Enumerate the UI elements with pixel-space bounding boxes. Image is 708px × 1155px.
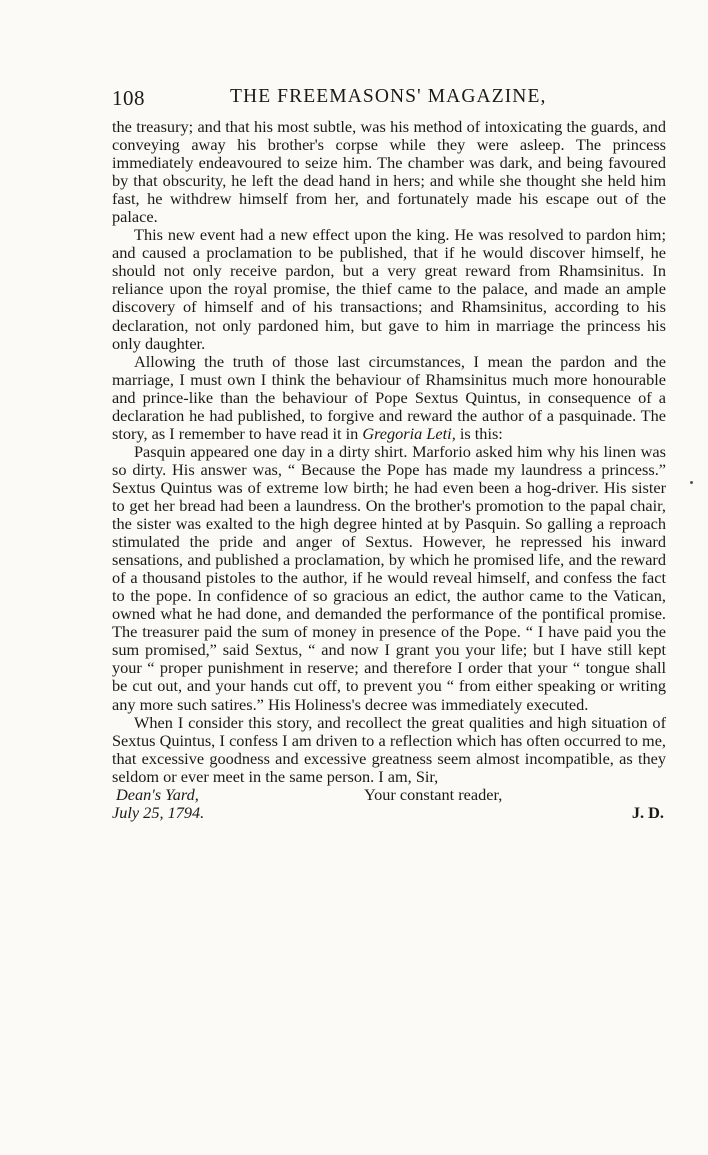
place-line: Dean's Yard, [116, 784, 199, 804]
letter-closing [112, 786, 666, 822]
page-number: 108 [112, 86, 145, 110]
date-row [112, 804, 666, 822]
paragraph: Pasquin appeared one day in a dirty shirt. Marforio asked him why his linen was so dirty. His answer was, “ Because the Pope has made my laundress a princess.” Sextus Quintus was of extreme low birth; he had even been a hog-driver. His sister to get her bread had been a laundress. On the brother's promotion to the papal chair, the sister was exalted to the high degree hinted at by Pasquin. So galling a reproach stimulated the pride and anger of Sextus. However, he repressed his inward sensations, and published a proclamation, by which he promised life, and the reward of a thousand pistoles to the author, if he would reveal himself, and confess the fact to the pope. In confidence of so gracious an edict, the author came to the Vatican, owned what he had done, and demanded the performance of the pontifical promise. The treasurer paid the sum of money in presence of the Pope. “ I have paid you the sum promised,” said Sextus, “ and now I grant you your life; but I have still kept your “ proper punishment in reserve; and therefore I order that your “ tongue shall be cut out, and your hands cut off, to prevent you “ from either speaking or writing any more such satires.” His Holiness's decree was immediately executed. [112, 441, 666, 714]
closing-row [112, 786, 666, 804]
salutation: Your constant reader, [364, 784, 503, 804]
running-title: THE FREEMASONS' MAGAZINE, [230, 86, 547, 107]
paragraph-text: Allowing the truth of those last circumstances, I mean the pardon and the marriage, I must own I think the behaviour of Rhamsinitus much more honourable and prince-like than the behaviour of Pope Sextus Quintus, in consequence of a declaration he had published, to forgive and reward the author of a pasquinade. The story, as I remember to have read it in [112, 351, 666, 443]
paragraph: the treasury; and that his most subtle, was his method of intoxicating the guards, and conveying away his brother's corpse while they were asleep. The princess immediately endeavoured to seize him. The chamber was dark, and being favoured by that obscurity, he left the dead hand in hers; and while she thought she held him fast, he withdrew himself from her, and fortunately made his escape out of the palace. [112, 117, 666, 227]
signature: J. D. [631, 802, 664, 822]
paragraph [112, 353, 666, 443]
paragraph: When I consider this story, and recollect the great qualities and high situation of Sextus Quintus, I confess I am driven to a reflection which has often occurred to me, that excessive goodness and excessive greatness seem almost incompatible, as they seldom or ever meet in the same person. I am, Sir, [112, 712, 666, 786]
paragraph-text: is this: [455, 423, 503, 443]
paragraph: This new event had a new effect upon the king. He was resolved to pardon him; and caused a proclamation to be published, that if he would discover himself, he should not only receive pardon, but a very great reward from Rhamsinitus. In reliance upon the royal promise, the thief came to the palace, and made an ample discovery of himself and of his transactions; and Rhamsinitus, according to his declaration, not only pardoned him, but gave to him in marriage the princess his only daughter. [112, 225, 666, 353]
article-body [112, 118, 666, 786]
page [112, 86, 666, 822]
page-header [112, 86, 666, 118]
date-line: July 25, 1794. [112, 802, 205, 822]
margin-dot [690, 481, 693, 484]
cited-author: Gregoria Leti, [362, 423, 456, 443]
